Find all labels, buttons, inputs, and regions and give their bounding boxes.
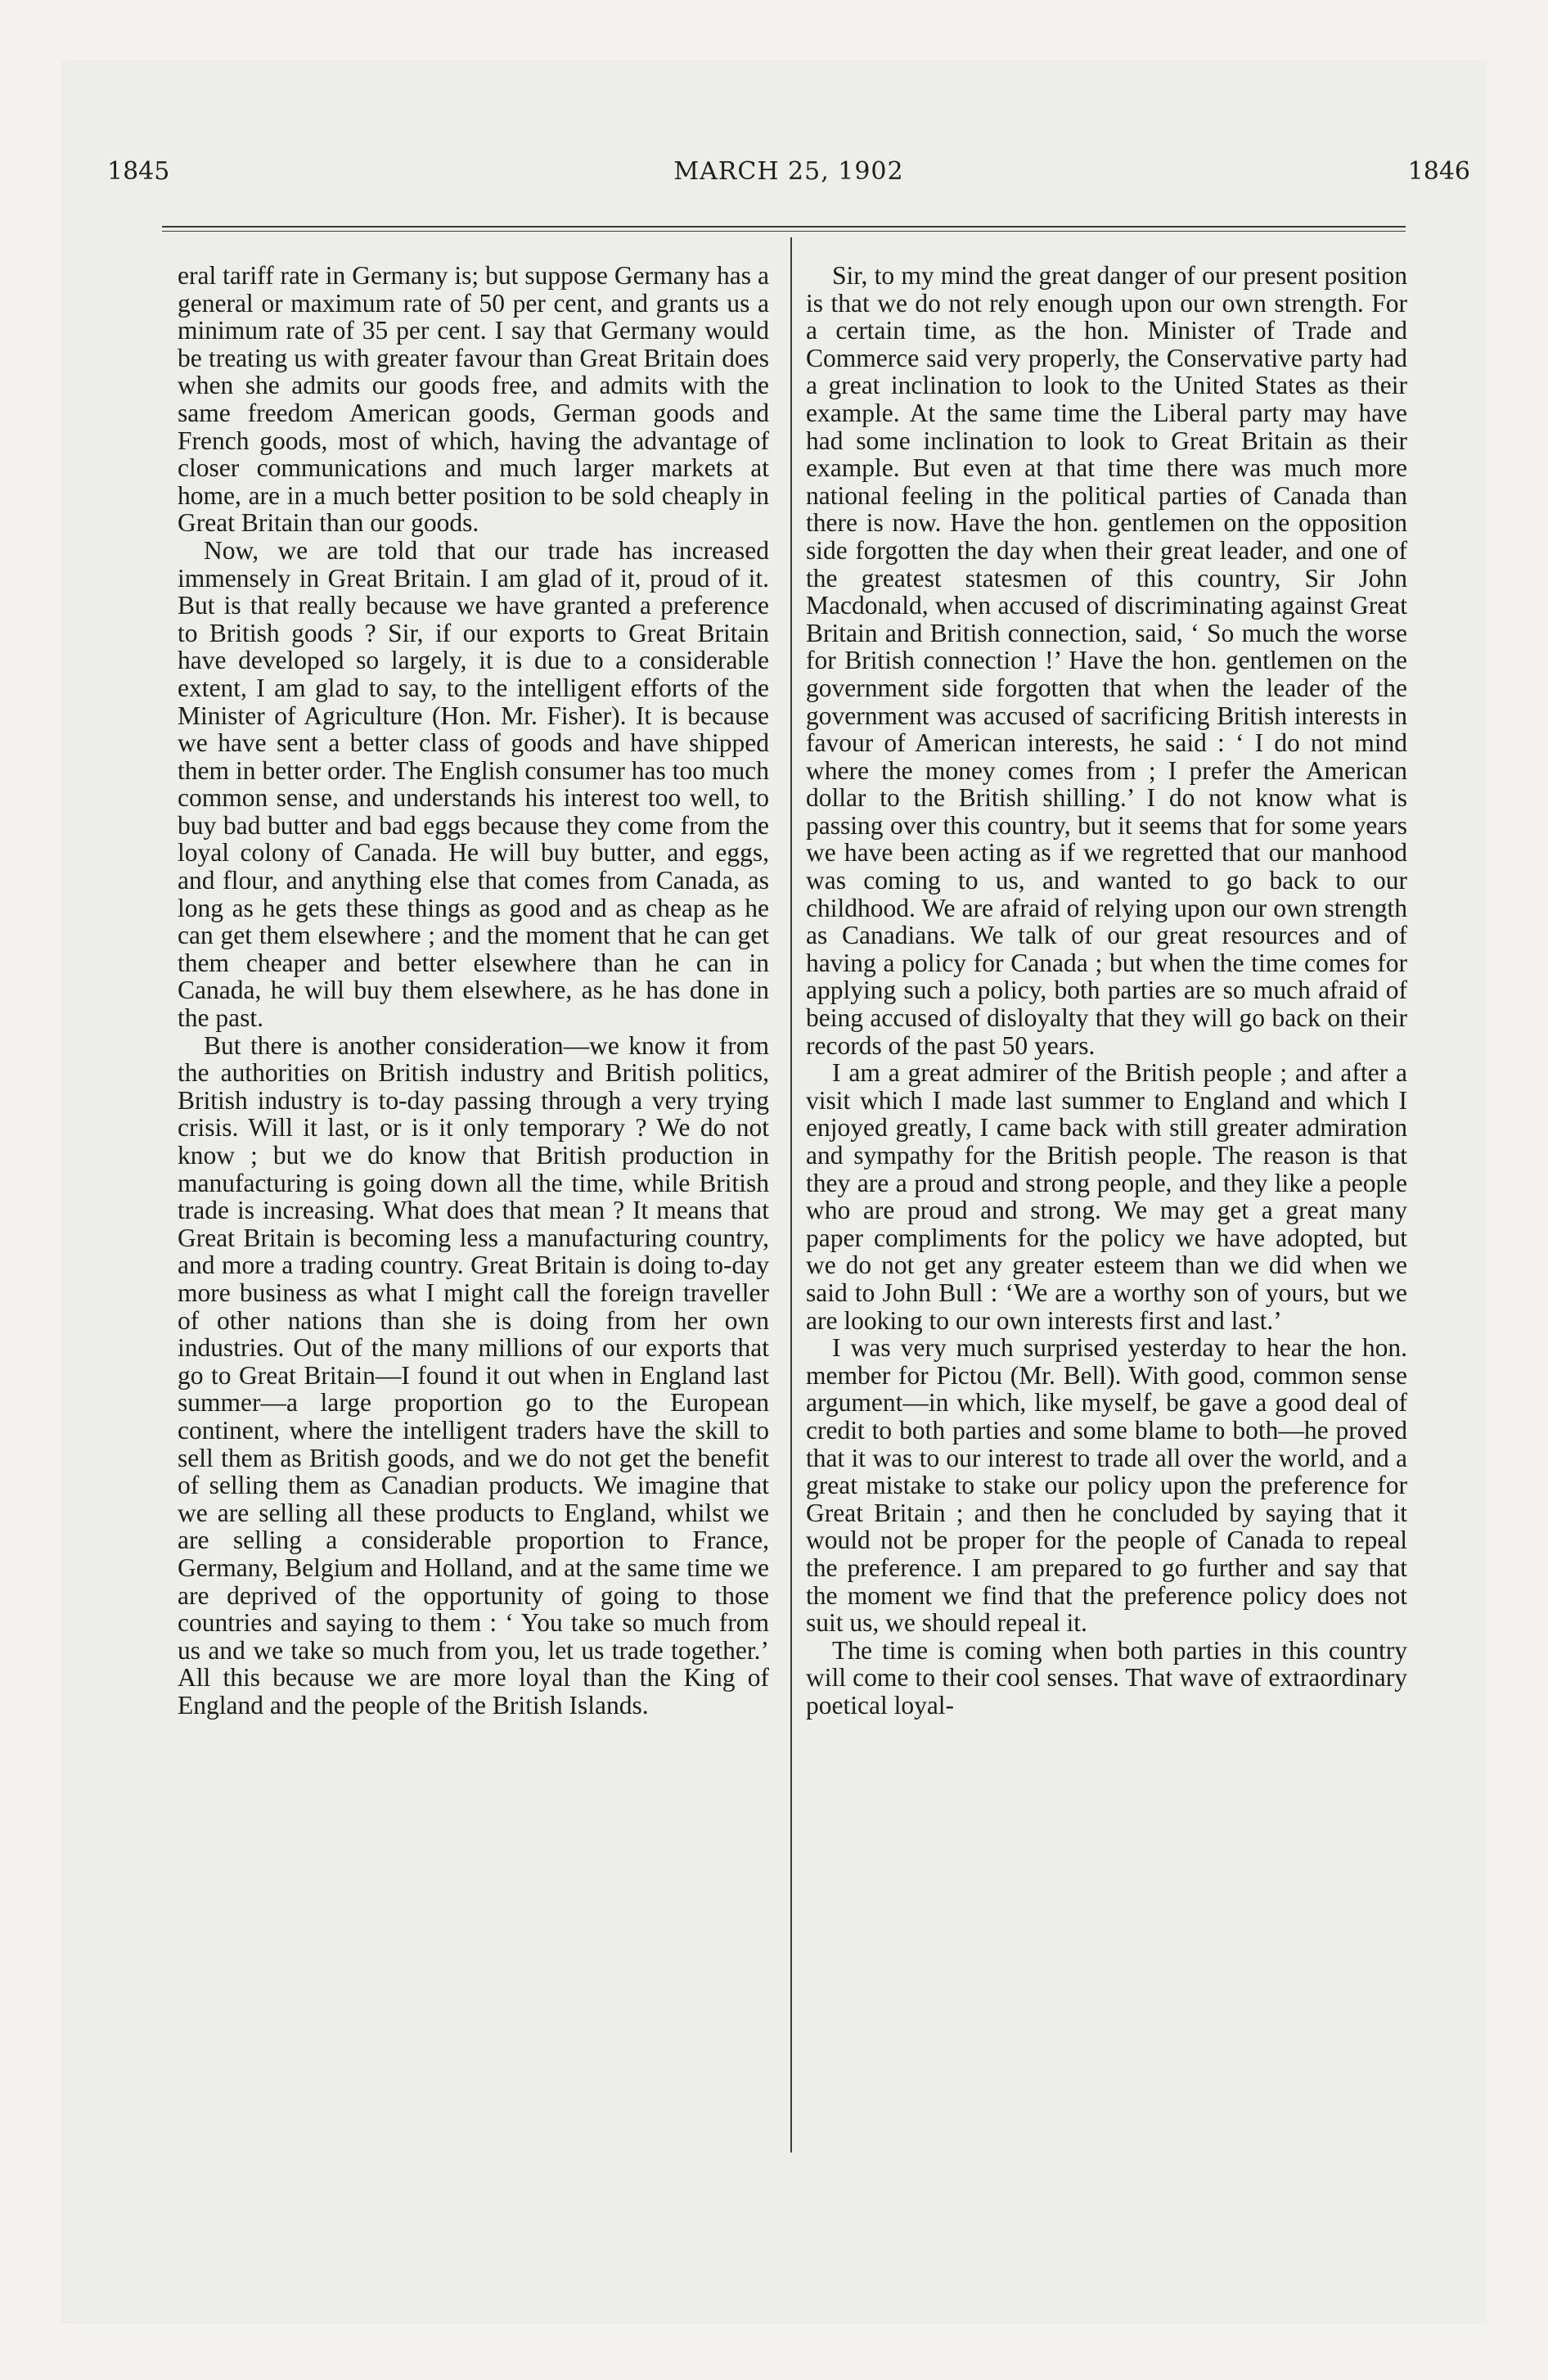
left-page-number: 1845 — [107, 157, 170, 186]
header-rule-bottom — [162, 231, 1406, 232]
left-paragraph: Now, we are told that our trade has increased immensely in Great Britain. I am glad of it, proud of it. But is that really because we have granted a preference to British goods ? Sir, if our exports to Great Britain have developed so largely, it is due to a considerable extent, I am glad to say, to the intelligent efforts of the Minister of Agriculture (Hon. Mr. Fisher). It is because we have sent a better class of goods and have shipped them in better order. The English consumer has too much common sense, and understands his interest too well, to buy bad butter and bad eggs because they come from the loyal colony of Canada. He will buy butter, and eggs, and flour, and anything else that comes from Canada, as long as he gets these things as good and as cheap as he can get them elsewhere ; and the moment that he can get them cheaper and better elsewhere than he can in Canada, he will buy them elsewhere, as he has done in the past. — [178, 535, 769, 1033]
header-rule-top — [162, 226, 1406, 228]
right-page-number: 1846 — [1407, 157, 1470, 186]
right-paragraph: Sir, to my mind the great danger of our present position is that we do not rely enough upon our own strength. For a certain time, as the hon. Minister of Trade and Commerce said very properly, the Conservative party had a great inclination to look to the United States as their example. At the same time the Liberal party may have had some inclination to look to Great Britain as their example. But even at that time there was much more national feeling in the political parties of Canada than there is now. Have the hon. gentlemen on the opposition side forgotten the day when their great leader, and one of the greatest statesmen of this country, Sir John Macdonald, when accused of discriminating against Great Britain and British connection, said, ‘ So much the worse for British connection !’ Have the hon. gentlemen on the government side forgotten that when the leader of the government was accused of sacrificing British interests in favour of American interests, he said : ‘ I do not mind where the money comes from ; I prefer the American dollar to the British shilling.’ I do not know what is passing over this country, but it seems that for some years we have been acting as if we regretted that our manhood was coming to us, and wanted to go back to our childhood. We are afraid of relying upon our own strength as Canadians. We talk of our great resources and of having a policy for Canada ; but when the time comes for applying such a policy, both parties are so much afraid of being accused of disloyalty that they will go back on their records of the past 50 years. — [806, 261, 1407, 1060]
page-header — [107, 157, 1470, 198]
left-paragraph: But there is another consideration—we know it from the authorities on British industry and British politics, British industry is to-day passing through a very trying crisis. Will it last, or is it only temporary ? We do not know ; but we do know that British production in manufacturing is going down all the time, while British trade is increasing. What does that mean ? It means that Great Britain is becoming less a manufacturing country, and more a trading country. Great Britain is doing to-day more business as what I might call the foreign traveller of other nations than she is doing from her own industries. Out of the many millions of our exports that go to Great Britain—I found it out when in England last summer—a large proportion go to the European continent, where the intelligent traders have the skill to sell them as British goods, and we do not get the benefit of selling them as Canadian products. We imagine that we are selling all these products to England, whilst we are selling a considerable proportion to France, Germany, Belgium and Holland, and at the same time we are deprived of the opportunity of going to those countries and saying to them : ‘ You take so much from us and we take so much from you, let us trade together.’ All this because we are more loyal than the King of England and the people of the British Islands. — [178, 1030, 769, 1720]
right-paragraph: The time is coming when both parties in this country will come to their cool senses. That wave of extraordinary poetical loyal- — [806, 1635, 1407, 1720]
right-paragraph: I am a great admirer of the British people ; and after a visit which I made last summer to England and which I enjoyed greatly, I came back with still greater admiration and sympathy for the British people. The reason is that they are a proud and strong people, and they like a people who are proud and strong. We may get a great many paper compliments for the policy we have adopted, but we do not get any greater esteem than we did when we said to John Bull : ‘We are a worthy son of yours, but we are looking to our own interests first and last.’ — [806, 1058, 1407, 1335]
right-paragraph: I was very much surprised yesterday to hear the hon. member for Pictou (Mr. Bell). With good, common sense argument—in which, like myself, be gave a good deal of credit to both parties and some blame to both—he proved that it was to our interest to trade all over the world, and a great mistake to stake our policy upon the preference for Great Britain ; and then he concluded by saying that it would not be proper for the people of Canada to repeal the preference. I am prepared to go further and say that the moment we find that the preference policy does not suit us, we should repeal it. — [806, 1333, 1407, 1638]
column-divider — [790, 237, 792, 2152]
left-paragraph: eral tariff rate in Germany is; but suppose Germany has a general or maximum rate of 50 per cent, and grants us a minimum rate of 35 per cent. I say that Germany would be treating us with greater favour than Great Britain does when she admits our goods free, and admits with the same freedom American goods, German goods and French goods, most of which, having the advantage of closer communications and much larger markets at home, are in a much better position to be sold cheaply in Great Britain than our goods. — [178, 261, 769, 538]
right-column — [806, 262, 1407, 1719]
header-date: MARCH 25, 1902 — [673, 157, 904, 186]
left-column — [178, 262, 769, 1719]
